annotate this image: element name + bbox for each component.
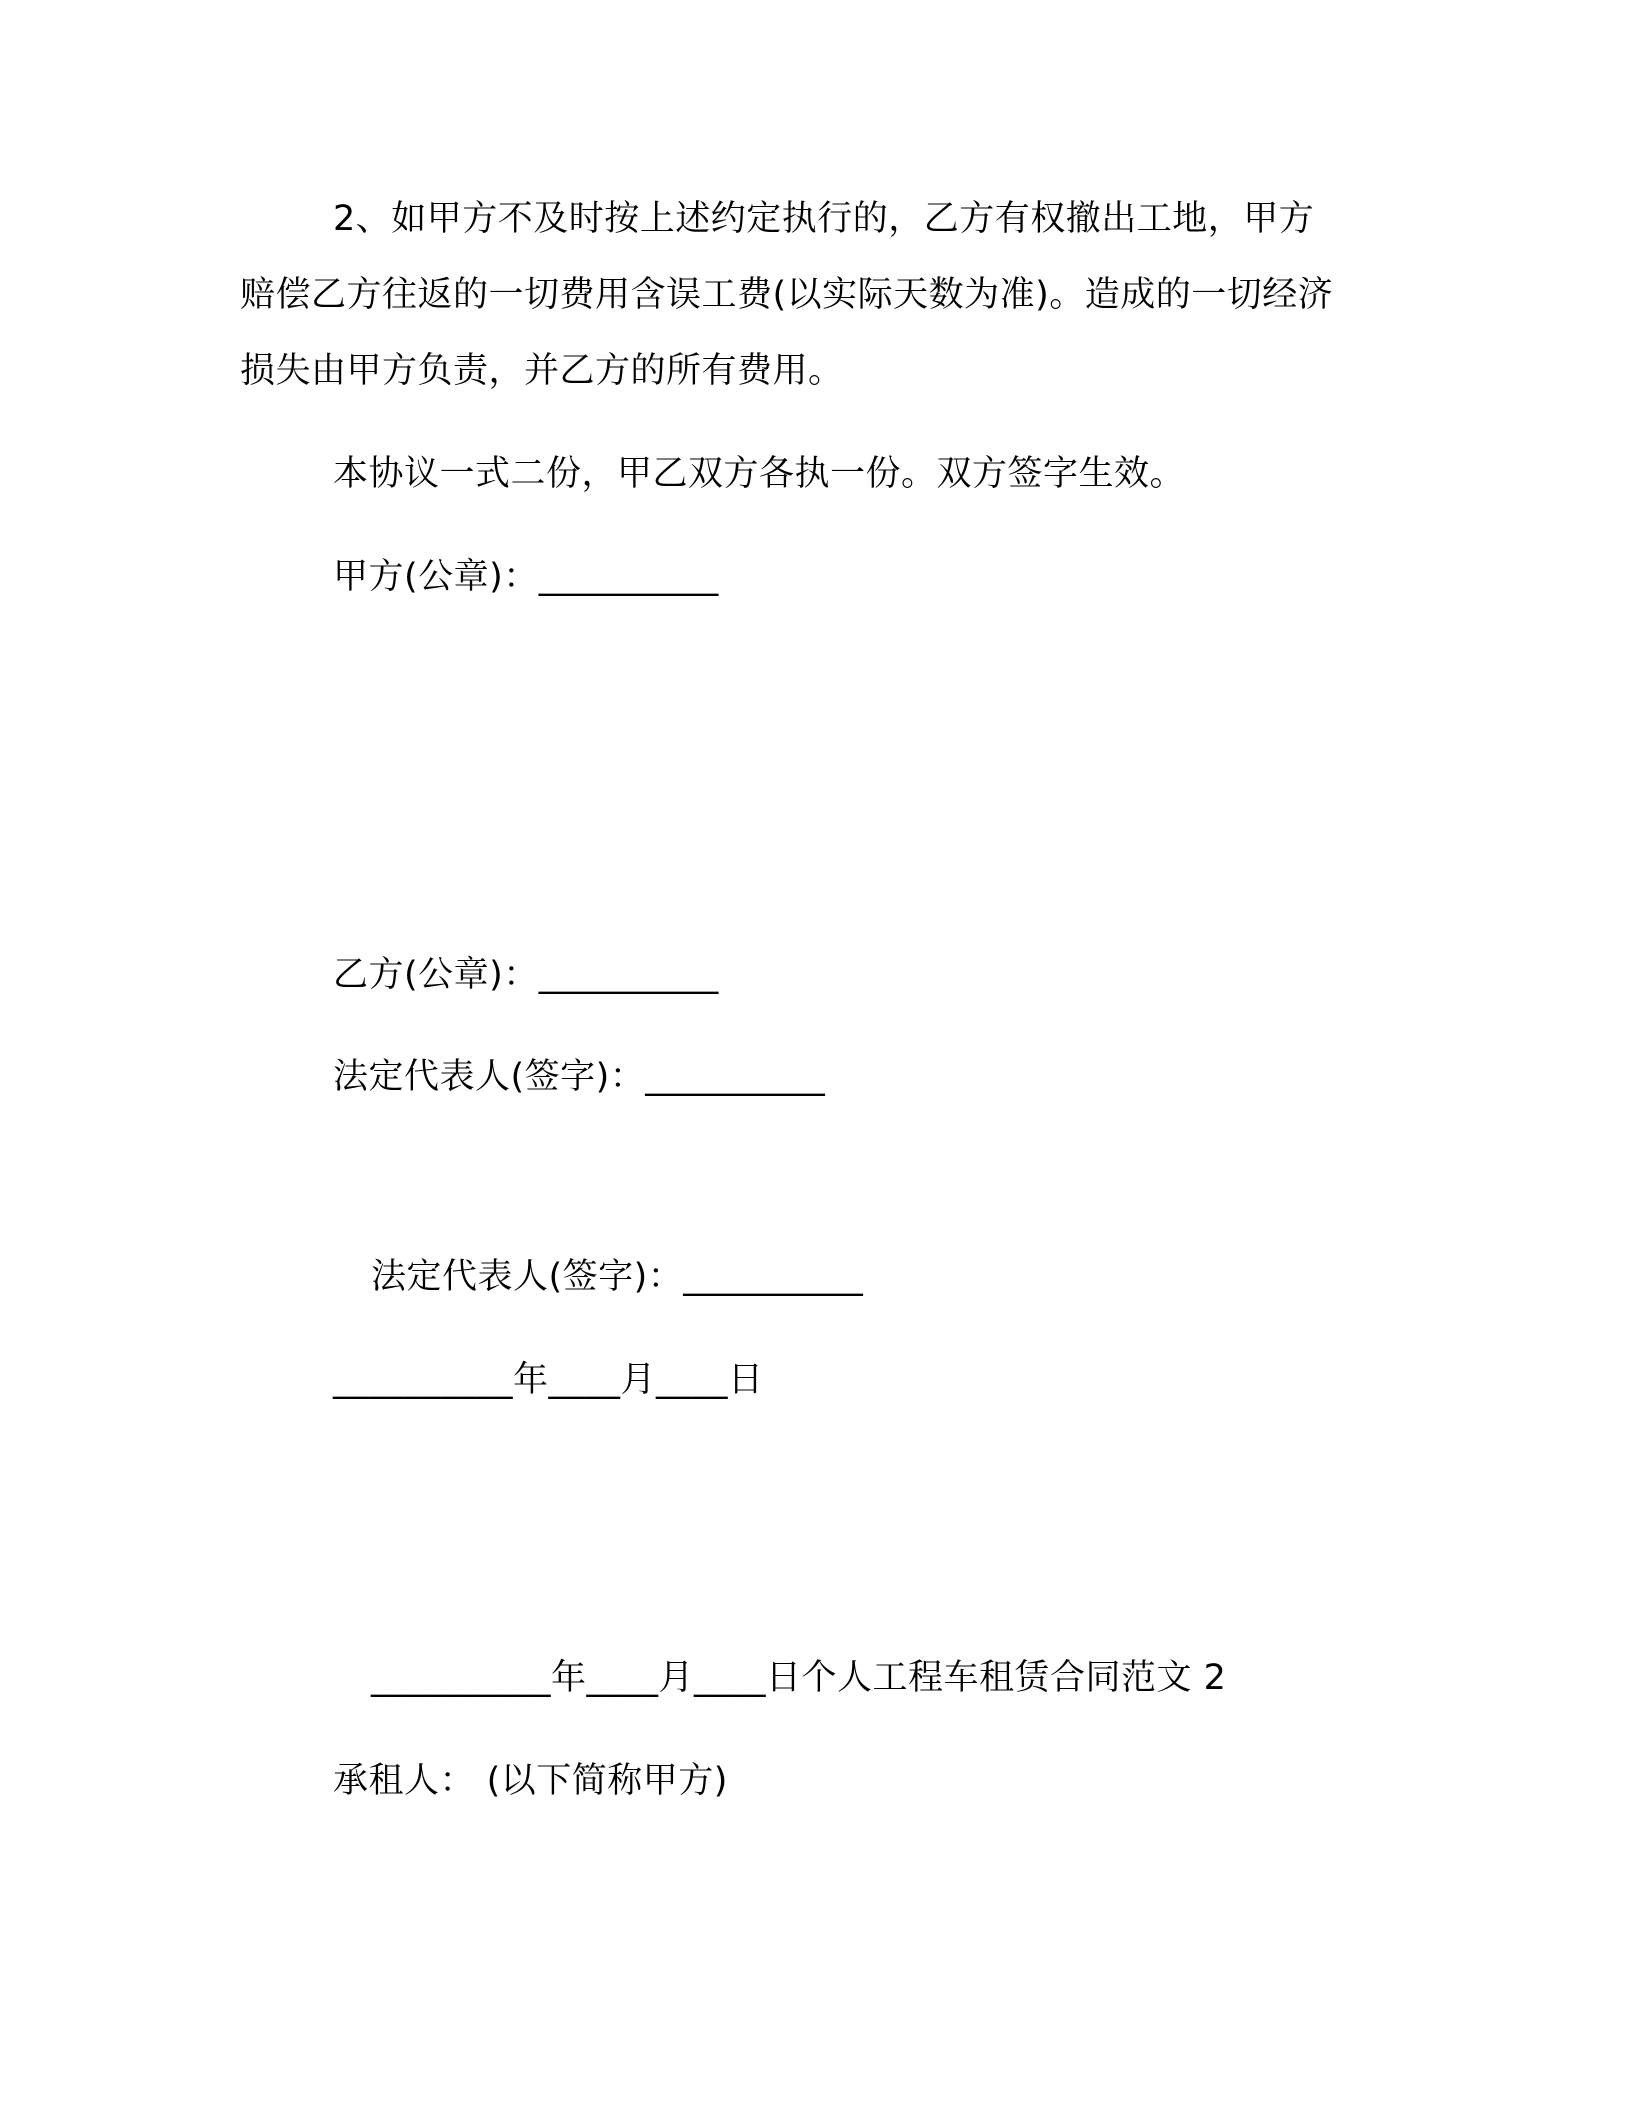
party-b-seal-line: 乙方(公章)：__________ [333, 955, 719, 995]
paragraph-2-line-3: 损失由甲方负责，并乙方的所有费用。 [240, 351, 844, 391]
legal-representative-line-2: 法定代表人(签字)：__________ [371, 1257, 864, 1297]
party-a-seal-line: 甲方(公章)：__________ [333, 557, 719, 597]
next-contract-title: __________年____月____日个人工程车租赁合同范文 2 [371, 1658, 1227, 1698]
date-line: __________年____月____日 [333, 1360, 764, 1400]
paragraph-2-line-1: 2、如甲方不及时按上述约定执行的，乙方有权撤出工地，甲方 [333, 199, 1315, 239]
lessee-line: 承租人： (以下简称甲方) [333, 1761, 728, 1801]
legal-representative-line-1: 法定代表人(签字)：__________ [333, 1057, 826, 1097]
paragraph-2-line-2: 赔偿乙方往返的一切费用含误工费(以实际天数为准)。造成的一切经济 [240, 275, 1334, 315]
copies-clause: 本协议一式二份，甲乙双方各执一份。双方签字生效。 [333, 454, 1186, 494]
